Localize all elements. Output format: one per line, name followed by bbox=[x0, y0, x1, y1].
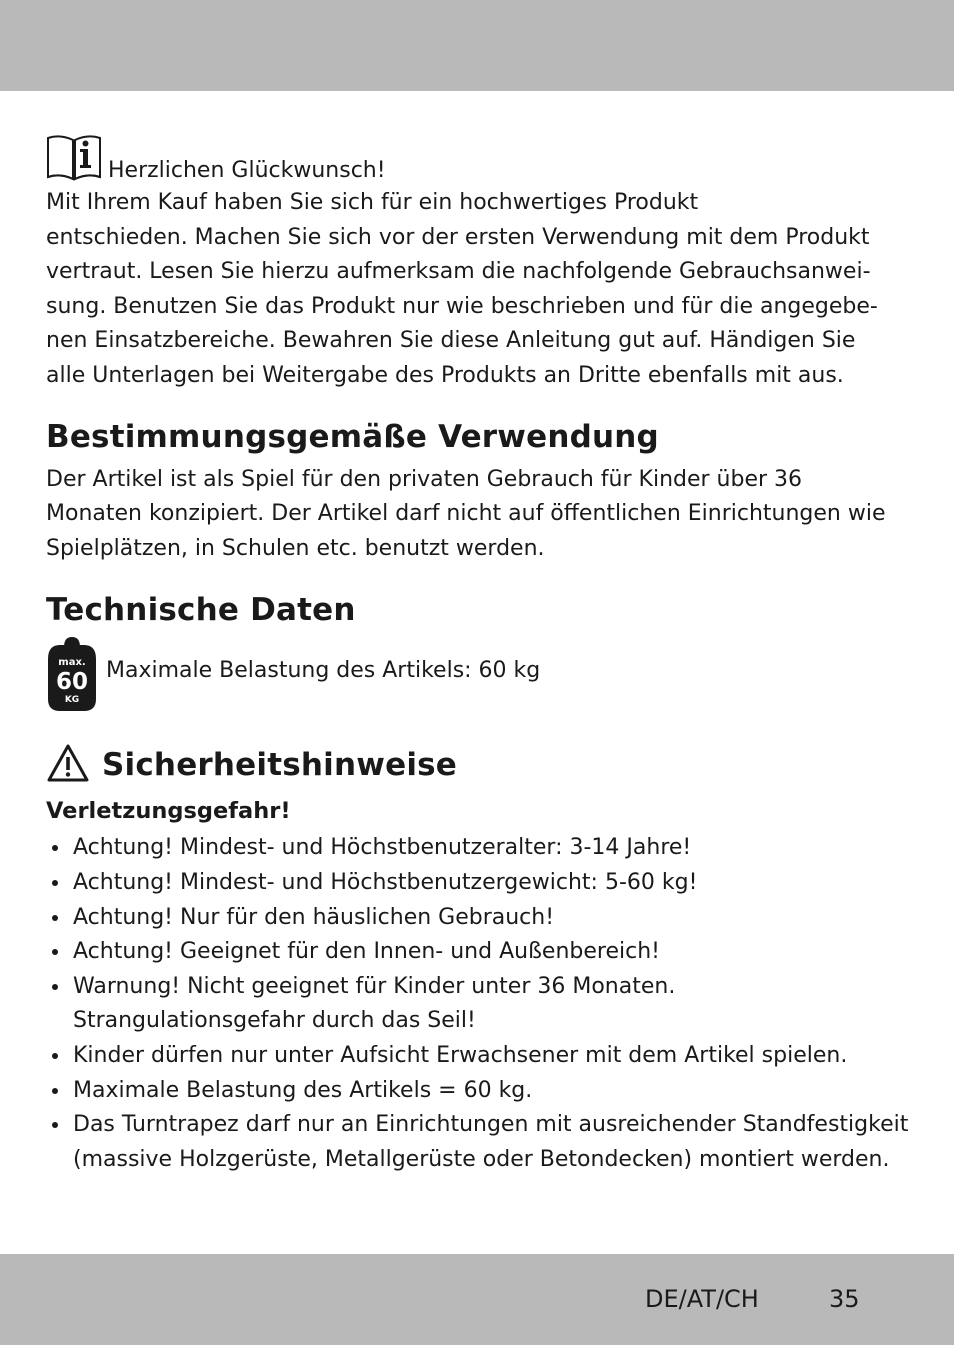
intended-use-line: Spielplätzen, in Schulen etc. benutzt werden. bbox=[46, 535, 545, 561]
list-item bbox=[46, 866, 911, 901]
intro-greeting-row bbox=[46, 136, 911, 186]
list-item-text: Achtung! Mindest- und Höchstbenutzeralter: 3-14 Jahre! bbox=[73, 835, 692, 861]
intro-paragraph bbox=[46, 186, 911, 394]
max-load-row bbox=[46, 635, 911, 715]
warning-triangle-icon bbox=[46, 743, 90, 787]
intro-line: sung. Benutzen Sie das Produkt nur wie beschrieben und für die angegebe- bbox=[46, 293, 878, 319]
list-item-text: Maximale Belastung des Artikels = 60 kg. bbox=[73, 1077, 533, 1103]
list-item-text: Warnung! Nicht geeignet für Kinder unter 36 Monaten. bbox=[73, 973, 676, 999]
bullet-dot bbox=[52, 845, 58, 851]
bullet-dot bbox=[52, 880, 58, 886]
intro-line: vertraut. Lesen Sie hierzu aufmerksam die nachfolgende Gebrauchsanwei- bbox=[46, 259, 871, 285]
safety-heading: Sicherheitshinweise bbox=[102, 747, 458, 784]
list-item-text: (massive Holzgerüste, Metallgerüste oder Betondecken) montiert werden. bbox=[73, 1146, 890, 1172]
list-item bbox=[46, 1039, 911, 1074]
list-item bbox=[46, 901, 911, 936]
list-item-text: Achtung! Mindest- und Höchstbenutzergewicht: 5-60 kg! bbox=[73, 869, 698, 895]
intended-use-heading: Bestimmungsgemäße Verwendung bbox=[46, 418, 659, 455]
weight-icon-unit: KG bbox=[64, 695, 80, 706]
bullet-dot bbox=[52, 949, 58, 955]
list-item bbox=[46, 1108, 911, 1177]
intro-greeting: Herzlichen Glückwunsch! bbox=[108, 158, 386, 183]
list-item-text: Kinder dürfen nur unter Aufsicht Erwachsener mit dem Artikel spielen. bbox=[73, 1042, 848, 1068]
page-content bbox=[46, 136, 911, 1177]
weight-max-icon bbox=[46, 633, 98, 717]
footer-region: DE/AT/CH bbox=[645, 1285, 759, 1313]
bullet-dot bbox=[52, 915, 58, 921]
max-load-text: Maximale Belastung des Artikels: 60 kg bbox=[106, 658, 541, 684]
intended-use-paragraph bbox=[46, 463, 911, 567]
weight-icon-value: 60 bbox=[55, 669, 89, 696]
technical-data-heading: Technische Daten bbox=[46, 592, 356, 629]
safety-list bbox=[46, 831, 911, 1177]
list-item-text: Strangulationsgefahr durch das Seil! bbox=[73, 1008, 476, 1034]
list-item bbox=[46, 831, 911, 866]
intended-use-line: Der Artikel ist als Spiel für den privaten Gebrauch für Kinder über 36 bbox=[46, 466, 803, 492]
list-item bbox=[46, 1074, 911, 1109]
intro-line: Mit Ihrem Kauf haben Sie sich für ein hochwertiges Produkt bbox=[46, 190, 699, 215]
footer-band bbox=[0, 1254, 954, 1345]
intro-line: entschieden. Machen Sie sich vor der ersten Verwendung mit dem Produkt bbox=[46, 224, 870, 250]
injury-risk-heading: Verletzungsgefahr! bbox=[46, 798, 291, 825]
bullet-dot bbox=[52, 1053, 58, 1059]
list-item-text: Das Turntrapez darf nur an Einrichtungen mit ausreichender Standfestigkeit bbox=[73, 1112, 909, 1138]
list-item-text: Achtung! Geeignet für den Innen- und Außenbereich! bbox=[73, 939, 660, 965]
header-band bbox=[0, 0, 954, 91]
page-number: 35 bbox=[829, 1285, 860, 1313]
weight-icon-top-label: max. bbox=[58, 657, 86, 669]
list-item bbox=[46, 935, 911, 970]
info-book-icon bbox=[46, 134, 102, 186]
intro-line: nen Einsatzbereiche. Bewahren Sie diese Anleitung gut auf. Händigen Sie bbox=[46, 328, 856, 354]
list-item-text: Achtung! Nur für den häuslichen Gebrauch! bbox=[73, 904, 555, 930]
bullet-dot bbox=[52, 984, 58, 990]
list-item bbox=[46, 970, 911, 1039]
intended-use-line: Monaten konzipiert. Der Artikel darf nicht auf öffentlichen Einrichtungen wie bbox=[46, 501, 886, 527]
bullet-dot bbox=[52, 1088, 58, 1094]
safety-heading-row bbox=[46, 743, 911, 787]
intro-line: alle Unterlagen bei Weitergabe des Produkts an Dritte ebenfalls mit aus. bbox=[46, 362, 844, 388]
bullet-dot bbox=[52, 1122, 58, 1128]
